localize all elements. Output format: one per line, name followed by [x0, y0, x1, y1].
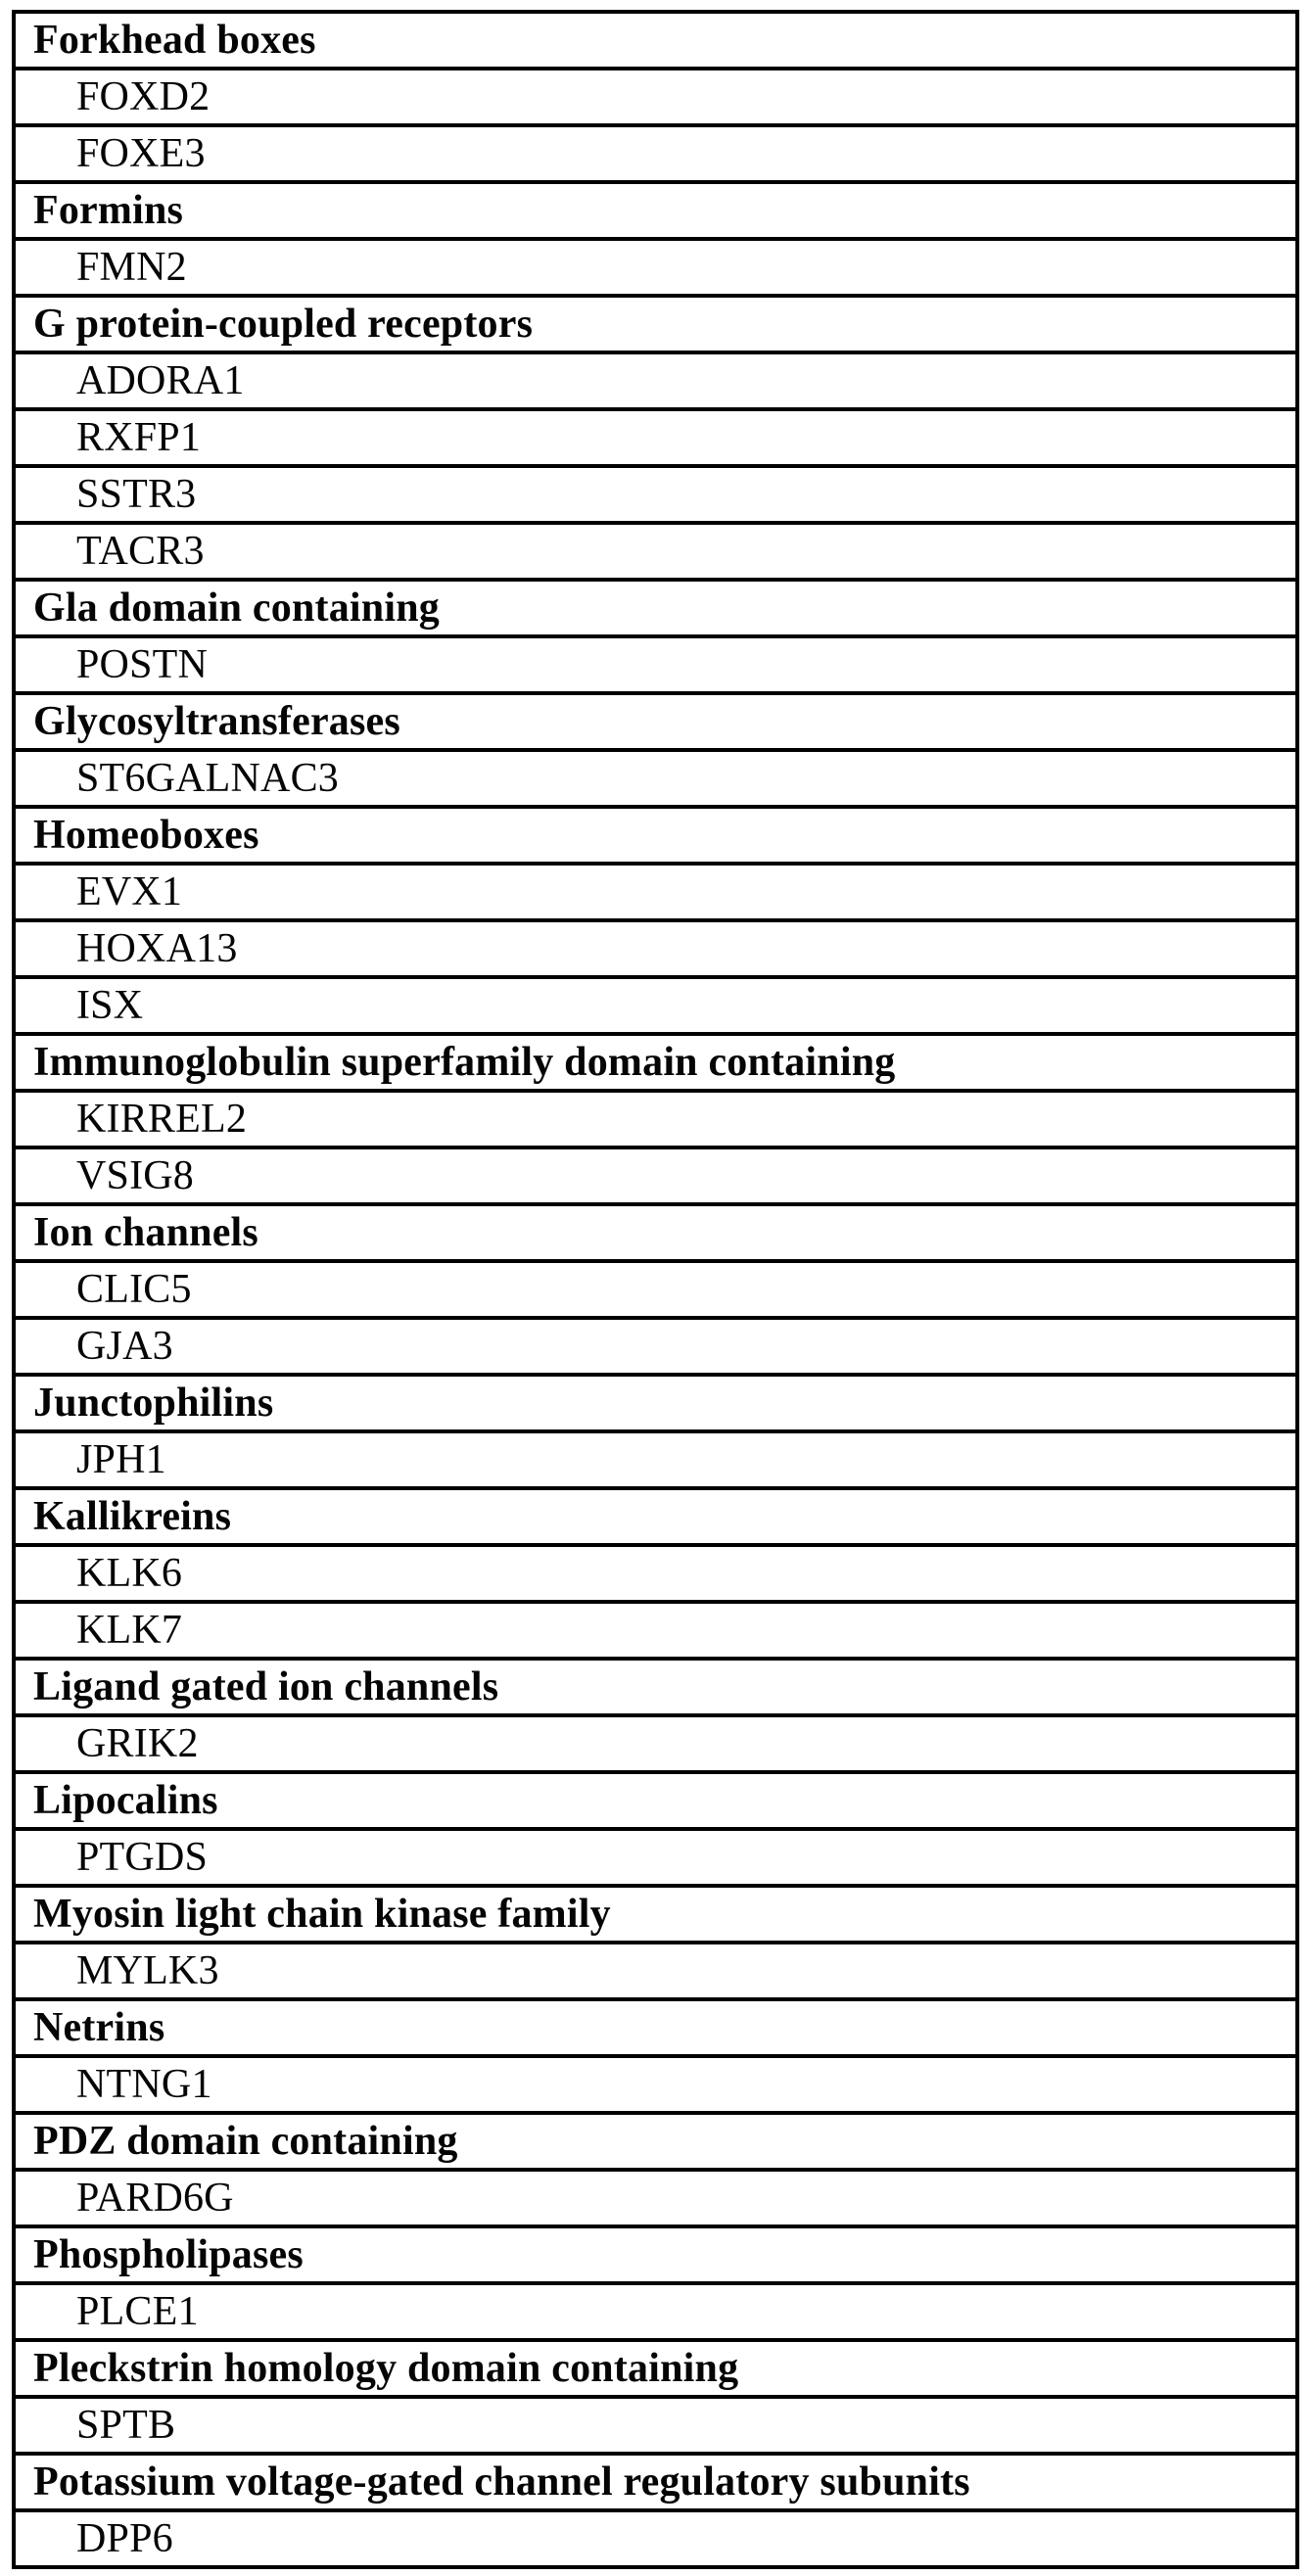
gene-name: VSIG8: [76, 1153, 195, 1198]
family-header-row: [16, 14, 1295, 70]
gene-name: ISX: [76, 983, 144, 1028]
gene-row: [16, 638, 1295, 695]
gene-row: [16, 866, 1295, 922]
family-header-row: [16, 1206, 1295, 1263]
gene-row: [16, 1433, 1295, 1490]
family-header-row: [16, 2456, 1295, 2512]
gene-name: ADORA1: [76, 358, 245, 403]
family-name: Ion channels: [33, 1210, 258, 1255]
gene-row: [16, 525, 1295, 582]
gene-row: [16, 1831, 1295, 1888]
family-header-row: [16, 1661, 1295, 1717]
family-name: Formins: [33, 188, 184, 233]
family-name: G protein-coupled receptors: [33, 302, 534, 347]
family-header-row: [16, 695, 1295, 752]
gene-name: FOXD2: [76, 74, 211, 119]
gene-row: [16, 2512, 1295, 2565]
family-header-row: [16, 2115, 1295, 2172]
family-name: Immunoglobulin superfamily domain containing: [33, 1040, 896, 1085]
family-name: Homeoboxes: [33, 813, 259, 858]
family-name: Junctophilins: [33, 1381, 274, 1426]
family-name: Pleckstrin homology domain containing: [33, 2346, 739, 2391]
gene-name: EVX1: [76, 869, 183, 914]
family-header-row: [16, 2001, 1295, 2058]
gene-name: DPP6: [76, 2516, 173, 2561]
family-name: Gla domain containing: [33, 585, 440, 631]
gene-row: [16, 2058, 1295, 2115]
gene-name: KLK7: [76, 1608, 183, 1653]
gene-row: [16, 1717, 1295, 1774]
gene-row: [16, 411, 1295, 468]
gene-row: [16, 241, 1295, 298]
family-name: PDZ domain containing: [33, 2119, 458, 2164]
gene-row: [16, 1604, 1295, 1661]
gene-row: [16, 1263, 1295, 1320]
gene-name: GRIK2: [76, 1721, 199, 1766]
family-name: Netrins: [33, 2005, 165, 2050]
gene-row: [16, 922, 1295, 979]
family-name: Myosin light chain kinase family: [33, 1892, 611, 1937]
gene-row: [16, 354, 1295, 411]
family-header-row: [16, 809, 1295, 866]
gene-row: [16, 1320, 1295, 1377]
family-header-row: [16, 2228, 1295, 2285]
gene-row: [16, 468, 1295, 525]
family-header-row: [16, 1377, 1295, 1433]
gene-name: POSTN: [76, 642, 209, 687]
family-name: Kallikreins: [33, 1494, 232, 1539]
family-header-row: [16, 1490, 1295, 1547]
gene-name: NTNG1: [76, 2062, 212, 2107]
gene-row: [16, 1093, 1295, 1149]
gene-name: SSTR3: [76, 472, 197, 517]
family-header-row: [16, 582, 1295, 638]
gene-row: [16, 70, 1295, 127]
gene-row: [16, 127, 1295, 184]
family-header-row: [16, 298, 1295, 354]
gene-name: GJA3: [76, 1324, 173, 1369]
family-header-row: [16, 1774, 1295, 1831]
family-name: Lipocalins: [33, 1778, 218, 1823]
gene-name: ST6GALNAC3: [76, 756, 340, 801]
gene-name: TACR3: [76, 529, 205, 574]
gene-row: [16, 1547, 1295, 1604]
gene-name: RXFP1: [76, 415, 202, 460]
family-header-row: [16, 1888, 1295, 1944]
gene-name: FOXE3: [76, 131, 206, 176]
family-header-row: [16, 2342, 1295, 2399]
gene-row: [16, 2172, 1295, 2228]
gene-name: PTGDS: [76, 1835, 209, 1880]
family-name: Ligand gated ion channels: [33, 1664, 499, 1710]
gene-name: CLIC5: [76, 1267, 192, 1312]
gene-name: KIRREL2: [76, 1097, 248, 1142]
gene-row: [16, 2285, 1295, 2342]
family-name: Phospholipases: [33, 2232, 304, 2277]
gene-row: [16, 1149, 1295, 1206]
gene-name: MYLK3: [76, 1948, 219, 1993]
gene-name: FMN2: [76, 245, 187, 290]
gene-name: KLK6: [76, 1551, 183, 1596]
gene-row: [16, 2399, 1295, 2456]
family-header-row: [16, 184, 1295, 241]
gene-row: [16, 979, 1295, 1036]
family-name: Glycosyltransferases: [33, 699, 400, 744]
gene-name: HOXA13: [76, 926, 238, 971]
gene-name: JPH1: [76, 1437, 166, 1482]
gene-row: [16, 752, 1295, 809]
gene-name: PARD6G: [76, 2176, 234, 2221]
gene-name: PLCE1: [76, 2289, 199, 2334]
gene-family-table: [12, 10, 1299, 2569]
gene-name: SPTB: [76, 2403, 176, 2448]
family-name: Forkhead boxes: [33, 18, 316, 63]
family-name: Potassium voltage-gated channel regulatory subunits: [33, 2459, 970, 2505]
family-header-row: [16, 1036, 1295, 1093]
gene-row: [16, 1944, 1295, 2001]
